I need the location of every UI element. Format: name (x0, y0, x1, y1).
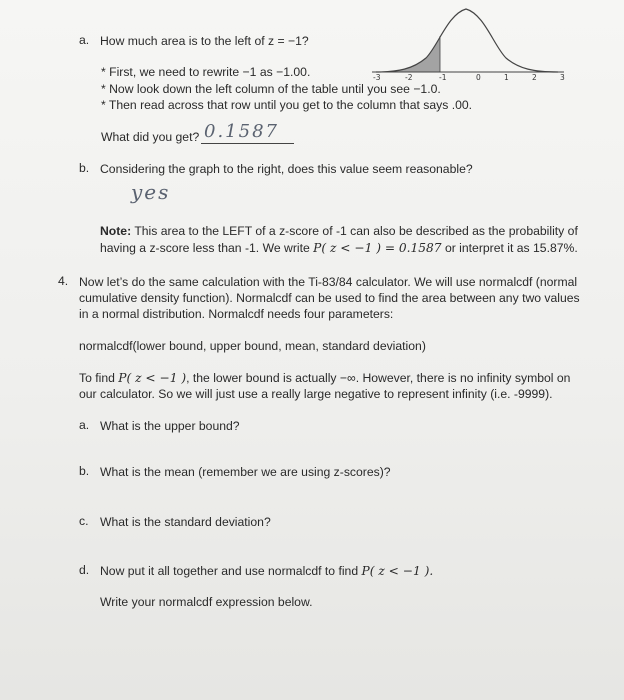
part-b-question: Considering the graph to the right, does this value seem reasonable? (100, 162, 473, 176)
note-line-1 (100, 223, 578, 239)
q4-d-question (100, 563, 433, 579)
find-line-1 (79, 370, 570, 386)
note-text-2-end: or interpret it as 15.87%. (441, 241, 578, 255)
note-text-2: having a z-score less than -1. We write (100, 241, 314, 255)
bell-curve (376, 9, 558, 72)
note-probability: P( z < −1 ) = 0.1587 (313, 241, 442, 255)
step-1: * First, we need to rewrite −1 as −1.00. (101, 65, 311, 79)
step-3: * Then read across that row until you get to the column that says .00. (101, 98, 473, 112)
q4-c-question: What is the standard deviation? (100, 515, 271, 529)
q4-b-question: What is the mean (remember we are using z-scores)? (100, 465, 391, 479)
find-line-2: our calculator. So we will just use a really large negative to represent infinity (i.e. -9999). (79, 387, 553, 401)
q4-line-1: Now let’s do the same calculation with the Ti-83/84 calculator. We will use normalcdf (normal (79, 275, 578, 289)
normalcdf-syntax: normalcdf(lower bound, upper bound, mean, standard deviation) (79, 339, 426, 353)
q4-d-probability: P( z < −1 ). (361, 564, 434, 578)
q4-line-3: in a normal distribution. Normalcdf needs four parameters: (79, 307, 394, 321)
tick-label: -1 (439, 73, 447, 82)
find-text-end: , the lower bound is actually −∞. However, there is no infinity symbol on (186, 371, 571, 385)
tick-label: -3 (373, 73, 381, 82)
what-did-you-get-prompt: What did you get? (101, 130, 200, 144)
tick-label: 2 (532, 73, 537, 82)
note-label: Note: (100, 224, 132, 238)
q4-number: 4. (58, 274, 69, 288)
handwritten-answer-b: yes (131, 180, 171, 204)
step-2: * Now look down the left column of the table until you see −1.0. (101, 82, 441, 96)
find-text-start: To find (79, 371, 119, 385)
write-expression-prompt: Write your normalcdf expression below. (100, 595, 313, 609)
note-text-1: This area to the LEFT of a z-score of -1 can also be described as the probability of (134, 224, 578, 238)
tick-label: 1 (504, 73, 509, 82)
part-b-letter: b. (79, 161, 90, 175)
normal-curve-graph (368, 6, 578, 88)
part-a-letter: a. (79, 33, 90, 47)
answer-line (201, 143, 294, 144)
q4-line-2: cumulative density function). Normalcdf can be used to find the area between any two values (79, 291, 580, 305)
q4-d-text: Now put it all together and use normalcdf to find (100, 564, 362, 578)
handwritten-answer-a: 0.1587 (204, 121, 279, 142)
note-line-2 (100, 240, 578, 256)
q4-c-letter: c. (79, 514, 89, 528)
find-probability: P( z < −1 ) (118, 371, 187, 385)
shaded-area (376, 36, 440, 72)
q4-a-letter: a. (79, 418, 90, 432)
tick-label: -2 (405, 73, 413, 82)
q4-b-letter: b. (79, 464, 90, 478)
q4-d-letter: d. (79, 563, 90, 577)
q4-a-question: What is the upper bound? (100, 419, 240, 433)
tick-label: 3 (560, 73, 565, 82)
tick-label: 0 (476, 73, 481, 82)
part-a-question: How much area is to the left of z = −1? (100, 34, 309, 48)
